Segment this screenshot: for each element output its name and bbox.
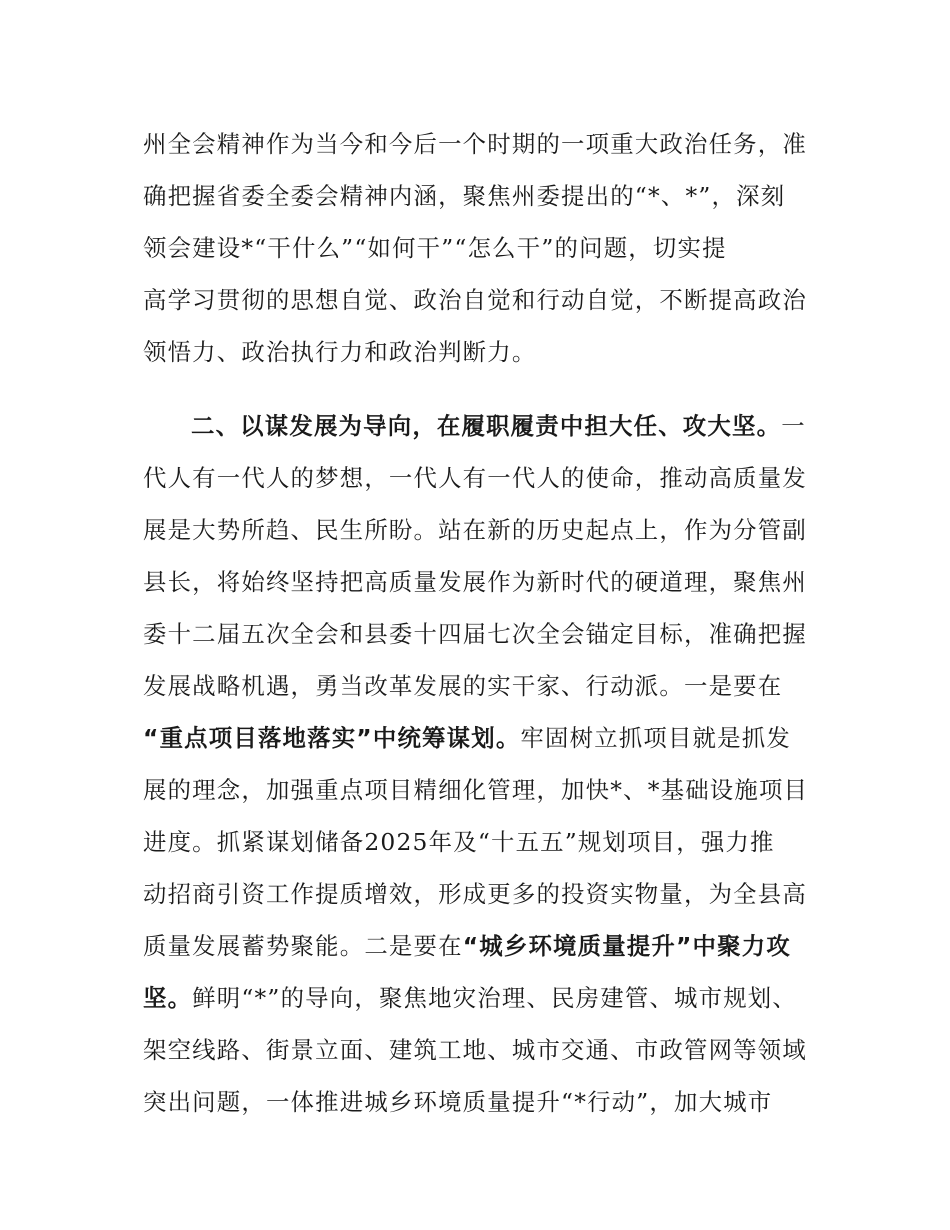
document-body — [143, 118, 815, 1128]
text-line: 展是大势所趋、民生所盼。站在新的历史起点上，作为分管副 — [143, 516, 807, 544]
text-line: 突出问题，一体推进城乡环境质量提升“*行动”，加大城市 — [143, 1088, 773, 1116]
text-line: 州全会精神作为当今和今后一个时期的一项重大政治任务，准 — [143, 130, 807, 158]
paragraph-2 — [143, 400, 815, 1128]
point-2-heading-a: “城乡环境质量提升”中聚力攻 — [462, 932, 791, 960]
point-2-heading-b: 坚。 — [143, 984, 193, 1012]
text-line: 县长，将始终坚持把高质量发展作为新时代的硬道理，聚焦州 — [143, 568, 807, 596]
text-line: 领悟力、政治执行力和政治判断力。 — [143, 338, 537, 366]
text-line: 高学习贯彻的思想自觉、政治自觉和行动自觉，不断提高政治 — [143, 286, 807, 314]
section-heading: 二、以谋发展为导向，在履职履责中担大任、攻大坚。 — [191, 412, 782, 440]
text-line: 展的理念，加强重点项目精细化管理，加快*、*基础设施项目 — [143, 776, 809, 804]
point-1-line — [143, 712, 815, 764]
text-line: 架空线路、街景立面、建筑工地、城市交通、市政管网等领域 — [143, 1036, 807, 1064]
heading-continuation: 一 — [781, 412, 806, 440]
section-heading-line — [143, 400, 815, 452]
paragraph-1 — [143, 118, 815, 378]
point-2-line-continued — [143, 972, 815, 1024]
text-line: 代人有一代人的梦想，一代人有一代人的使命，推动高质量发 — [143, 464, 807, 492]
text-line: 进度。抓紧谋划储备2025年及“十五五”规划项目，强力推 — [143, 828, 775, 856]
paragraph-gap — [143, 378, 815, 400]
text-line: 确把握省委全委会精神内涵，聚焦州委提出的“*、*”，深刻 — [143, 182, 786, 210]
text-line: 领会建设*“干什么”“如何干”“怎么干”的问题，切实提 — [143, 234, 727, 262]
point-1-heading: “重点项目落地落实”中统筹谋划。 — [143, 724, 521, 752]
point-2-line — [143, 920, 815, 972]
point-2-prefix: 质量发展蓄势聚能。二是要在 — [143, 932, 463, 960]
point-1-text: 牢固树立抓项目就是抓发 — [520, 724, 791, 752]
text-line: 委十二届五次全会和县委十四届七次全会锚定目标，准确把握 — [143, 620, 807, 648]
point-2-text: 鲜明“*”的导向，聚焦地灾治理、民房建管、城市规划、 — [192, 984, 797, 1012]
text-line: 发展战略机遇，勇当改革发展的实干家、行动派。一是要在 — [143, 672, 783, 700]
text-line: 动招商引资工作提质增效，形成更多的投资实物量，为全县高 — [143, 880, 807, 908]
